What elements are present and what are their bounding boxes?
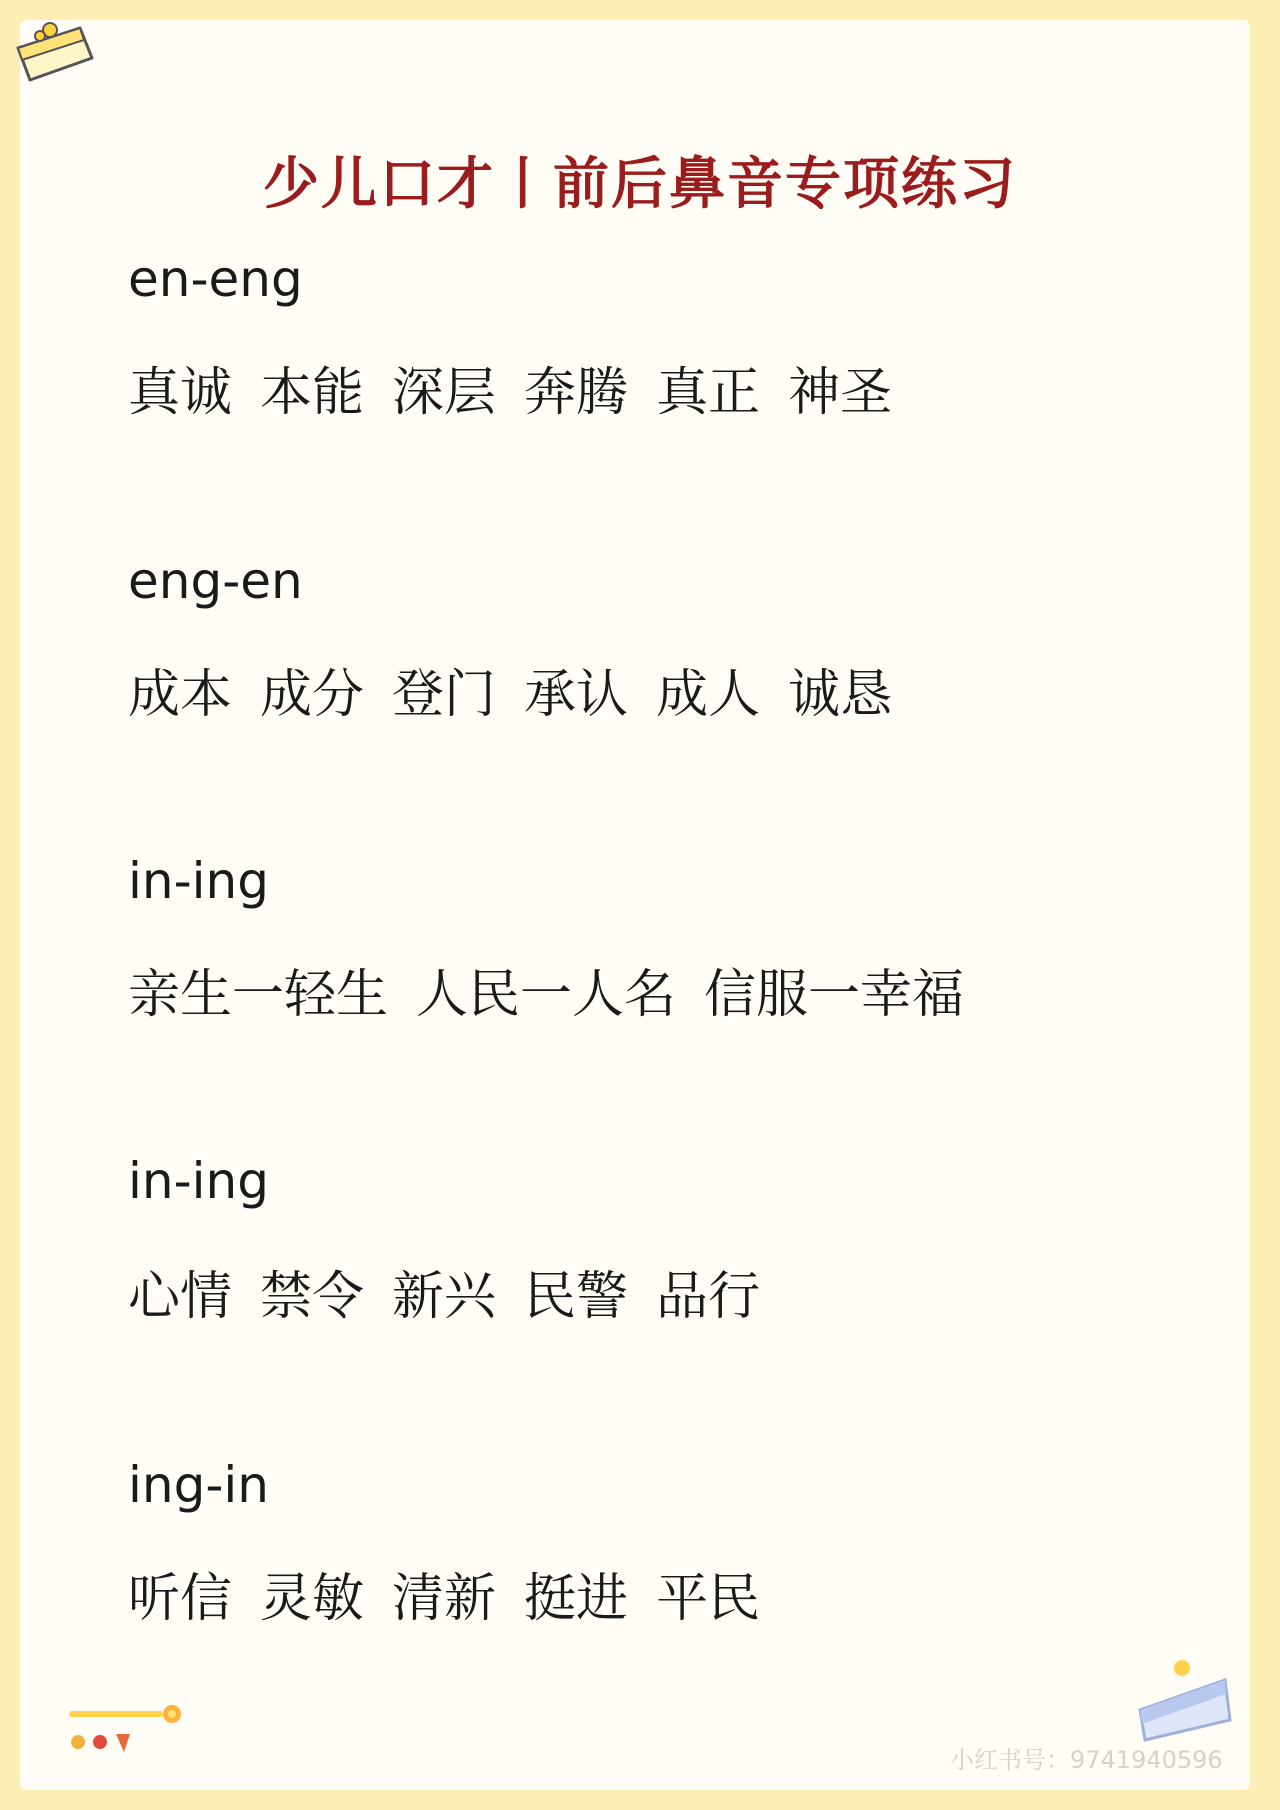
word-item: 信服一幸福: [704, 965, 965, 1025]
word-item: 禁令: [260, 1267, 365, 1327]
word-item: 听信: [128, 1569, 233, 1629]
section-label: in-ing: [128, 852, 269, 910]
word-item: 新兴: [392, 1267, 497, 1327]
watermark: 小红书号：9741940596: [950, 1746, 1223, 1774]
word-item: 灵敏: [260, 1569, 365, 1629]
word-item: 真正: [656, 363, 761, 423]
word-row: [128, 1254, 788, 1329]
word-item: 成分: [260, 665, 365, 725]
fruit-line-icon: [68, 1700, 198, 1760]
section-label: en-eng: [128, 250, 303, 308]
word-item: 心情: [128, 1267, 233, 1327]
page-title: 少儿口才丨前后鼻音专项练习: [263, 152, 1017, 217]
section-label: ing-in: [128, 1456, 269, 1514]
word-item: 挺进: [524, 1569, 629, 1629]
word-row: [128, 1556, 788, 1631]
word-item: 深层: [392, 363, 497, 423]
word-row: [128, 350, 920, 425]
word-item: 诚恳: [788, 665, 893, 725]
word-item: 民警: [524, 1267, 629, 1327]
word-item: 登门: [392, 665, 497, 725]
word-item: 本能: [260, 363, 365, 423]
word-row: [128, 652, 920, 727]
word-item: 承认: [524, 665, 629, 725]
word-item: 品行: [656, 1267, 761, 1327]
section-label: in-ing: [128, 1152, 269, 1210]
word-item: 真诚: [128, 363, 233, 423]
section-label: eng-en: [128, 552, 303, 610]
word-item: 成人: [656, 665, 761, 725]
word-item: 人民一人名: [416, 965, 677, 1025]
word-row: [128, 952, 992, 1027]
word-item: 平民: [656, 1569, 761, 1629]
word-item: 清新: [392, 1569, 497, 1629]
word-item: 奔腾: [524, 363, 629, 423]
cake-sticker-icon: [10, 8, 100, 88]
word-item: 成本: [128, 665, 233, 725]
word-item: 亲生一轻生: [128, 965, 389, 1025]
word-item: 神圣: [788, 363, 893, 423]
cake-slice-icon: [1130, 1650, 1240, 1750]
